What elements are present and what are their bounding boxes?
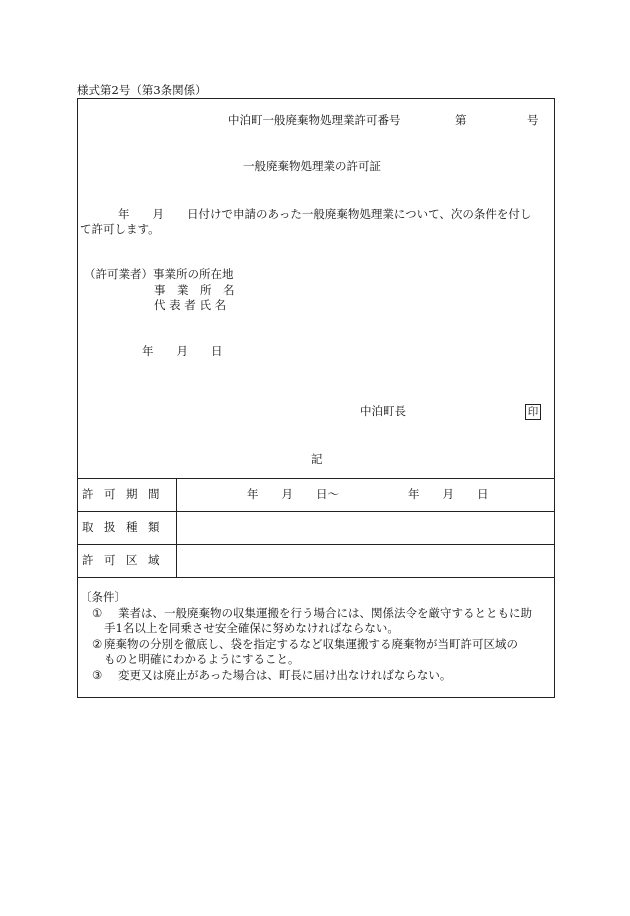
- condition-1-num: ①: [92, 606, 103, 620]
- table-label-area: 許可区域: [82, 553, 170, 567]
- table-rule-bottom: [77, 577, 555, 578]
- conditions-heading: 〔条件〕: [80, 590, 126, 604]
- certificate-title: 一般廃棄物処理業の許可証: [243, 159, 381, 173]
- table-label-type: 取扱種類: [82, 520, 170, 534]
- table-value-period: 年 月 日～ 年 月 日: [247, 487, 489, 501]
- condition-1-line-2: 手1名以上を同乗させ安全確保に努めなければならない。: [104, 621, 399, 635]
- ki-label: 記: [311, 452, 323, 466]
- condition-2-line-1: 廃棄物の分別を徹底し、袋を指定するなど収集運搬する廃棄物が当町許可区域の: [104, 637, 518, 651]
- table-label-period: 許可期間: [82, 487, 170, 501]
- issuer-name: 中泊町長: [360, 404, 406, 418]
- condition-2-line-2: ものと明確にわかるようにすること。: [104, 652, 300, 666]
- permit-number-go: 号: [527, 113, 539, 127]
- table-column-divider: [176, 478, 177, 577]
- issue-date: 年 月 日: [142, 344, 223, 358]
- condition-3-line-1: 変更又は廃止があった場合は、町長に届け出なければならない。: [118, 668, 452, 682]
- condition-1-line-1: 業者は、一般廃棄物の収集運搬を行う場合には、関係法令を厳守するとともに助: [118, 606, 532, 620]
- licensee-office-label: 事 業 所 名: [154, 283, 235, 297]
- body-line-2: て許可します。: [80, 222, 160, 236]
- table-rule-top: [77, 478, 555, 479]
- licensee-rep-label: 代 表 者 氏 名: [154, 298, 227, 312]
- seal-mark: 印: [525, 404, 541, 420]
- permit-number-dai: 第: [455, 113, 467, 127]
- table-rule-2: [77, 544, 555, 545]
- table-rule-1: [77, 511, 555, 512]
- licensee-address-label: （許可業者）事業所の所在地: [84, 267, 234, 281]
- permit-number-label: 中泊町一般廃棄物処理業許可番号: [228, 113, 401, 127]
- condition-3-num: ③: [92, 668, 103, 682]
- form-label: 様式第2号（第3条関係）: [77, 83, 207, 97]
- body-line-1: 年 月 日付けで申請のあった一般廃棄物処理業について、次の条件を付し: [118, 207, 532, 221]
- condition-2-num: ②: [92, 637, 103, 651]
